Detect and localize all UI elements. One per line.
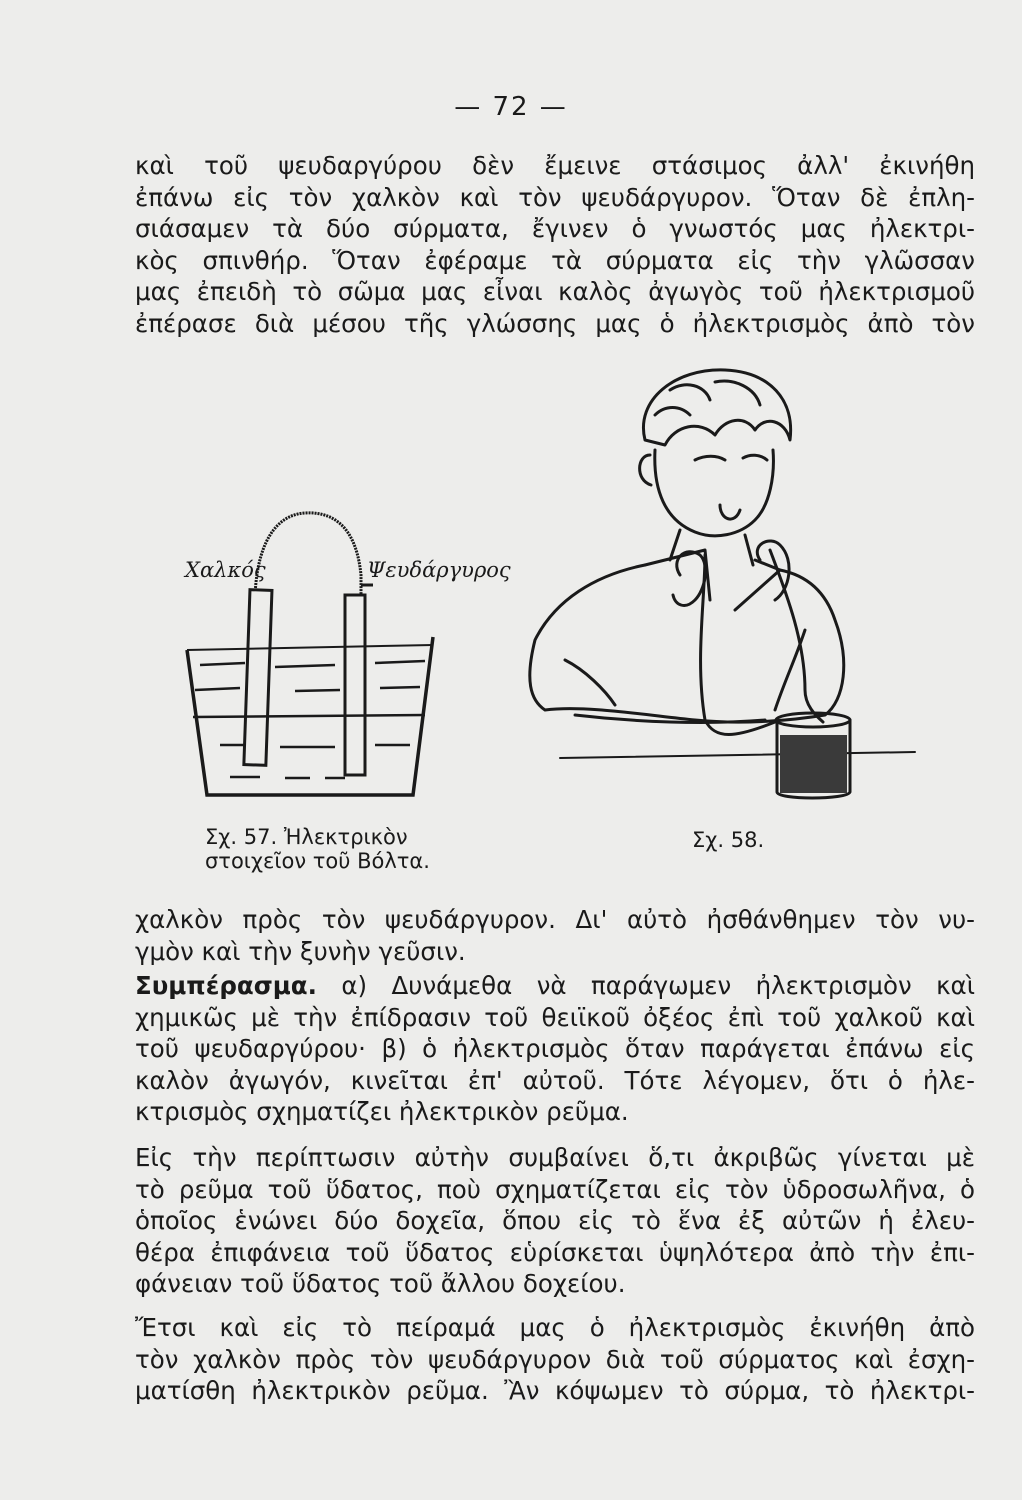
paragraph-current xyxy=(135,1312,975,1407)
text-line: Εἰς τὴν περίπτωσιν αὐτὴν συμβαίνει ὅ,τι ἀκριβῶς γίνεται μὲ xyxy=(135,1143,975,1172)
caption-line: στοιχεῖον τοῦ Βόλτα. xyxy=(205,849,430,873)
text-line: τὸ ρεῦμα τοῦ ὕδατος, ποὺ σχηματίζεται εἰς τὸν ὑδροσωλῆνα, ὁ xyxy=(135,1174,975,1204)
label-zinc: Ψευδάργυρος xyxy=(367,558,511,582)
caption-line: Σχ. 57. Ἠλεκτρικὸν xyxy=(205,825,408,849)
text-line: Ἔτσι καὶ εἰς τὸ πείραμά μας ὁ ἠλεκτρισμὸς ἐκινήθη ἀπὸ xyxy=(135,1313,975,1342)
conclusion-heading: Συμπέρασμα. xyxy=(135,971,317,1000)
paragraph-intro xyxy=(135,150,975,340)
text-line: τοῦ ψευδαργύρου· β) ὁ ἠλεκτρισμὸς ὅταν παράγεται ἐπάνω εἰς xyxy=(135,1034,975,1064)
table-edge xyxy=(560,752,915,758)
text-line: χαλκὸν πρὸς τὸν ψευδάργυρον. Δι' αὐτὸ ἠσθάνθημεν τὸν νυ- xyxy=(135,905,975,934)
text-line: μας ἐπειδὴ τὸ σῶμα μας εἶναι καλὸς ἀγωγὸς τοῦ ἠλεκτρισμοῦ xyxy=(135,277,975,307)
paragraph-result xyxy=(135,904,975,967)
figure-volta-cell xyxy=(175,495,511,810)
text-line: ὁποῖος ἑνώνει δύο δοχεῖα, ὅπου εἰς τὸ ἕνα ἐξ αὐτῶν ἡ ἐλευ- xyxy=(135,1206,975,1236)
conclusion-text: α) Δυνάμεθα νὰ παράγωμεν ἠλεκτρισμὸν καὶ xyxy=(316,971,975,1000)
shirt xyxy=(530,565,844,722)
figure-boy-experiment xyxy=(505,360,925,810)
beaker-liquid xyxy=(780,735,847,793)
figure58-caption: Σχ. 58. xyxy=(692,828,765,852)
text-line: θέρα ἐπιφάνεια τοῦ ὕδατος εὑρίσκεται ὑψηλότερα ἀπὸ τὴν ἐπι- xyxy=(135,1237,975,1267)
text-line: φάνειαν τοῦ ὕδατος τοῦ ἄλλου δοχείου. xyxy=(135,1269,626,1299)
text-line: καλὸν ἀγωγόν, κινεῖται ἐπ' αὐτοῦ. Τότε λέγομεν, ὅτι ὁ ἠλε- xyxy=(135,1065,975,1095)
paragraph-conclusion xyxy=(135,970,975,1128)
text-line: ἐπάνω εἰς τὸν χαλκὸν καὶ τὸν ψευδάργυρον. Ὅταν δὲ ἐπλη- xyxy=(135,182,975,212)
copper-plate xyxy=(244,590,272,766)
paragraph-water-analogy xyxy=(135,1142,975,1300)
text-line: γμὸν καὶ τὴν ξυνὴν γεῦσιν. xyxy=(135,936,466,966)
figure57-caption xyxy=(205,825,430,873)
face xyxy=(655,450,774,536)
text-line xyxy=(135,970,975,1002)
text-line: ἐπέρασε διὰ μέσου τῆς γλώσσης μας ὁ ἠλεκτρισμὸς ἀπὸ τὸν xyxy=(135,308,975,338)
text-line: ματίσθη ἠλεκτρικὸν ρεῦμα. Ἂν κόψωμεν τὸ σύρμα, τὸ ἠλεκτρι- xyxy=(135,1376,975,1406)
text-line: κτρισμὸς σχηματίζει ἠλεκτρικὸν ρεῦμα. xyxy=(135,1097,629,1127)
text-line: χημικῶς μὲ τὴν ἐπίδρασιν τοῦ θειϊκοῦ ὀξέος ἐπὶ τοῦ χαλκοῦ καὶ xyxy=(135,1002,975,1032)
page-number: — 72 — xyxy=(454,92,568,122)
label-copper: Χαλκός xyxy=(185,558,266,582)
text-line: σιάσαμεν τὰ δύο σύρματα, ἔγινεν ὁ γνωστός μας ἠλεκτρι- xyxy=(135,214,975,244)
wire-left xyxy=(701,555,775,735)
text-line: τὸν χαλκὸν πρὸς τὸν ψευδάργυρον διὰ τοῦ σύρματος καὶ ἐσχη- xyxy=(135,1344,975,1374)
zinc-plate xyxy=(345,595,365,775)
text-line: καὶ τοῦ ψευδαργύρου δὲν ἔμεινε στάσιμος ἀλλ' ἐκινήθη xyxy=(135,151,975,180)
text-line: κὸς σπινθήρ. Ὅταν ἐφέραμε τὰ σύρματα εἰς τὴν γλῶσσαν xyxy=(135,245,975,275)
